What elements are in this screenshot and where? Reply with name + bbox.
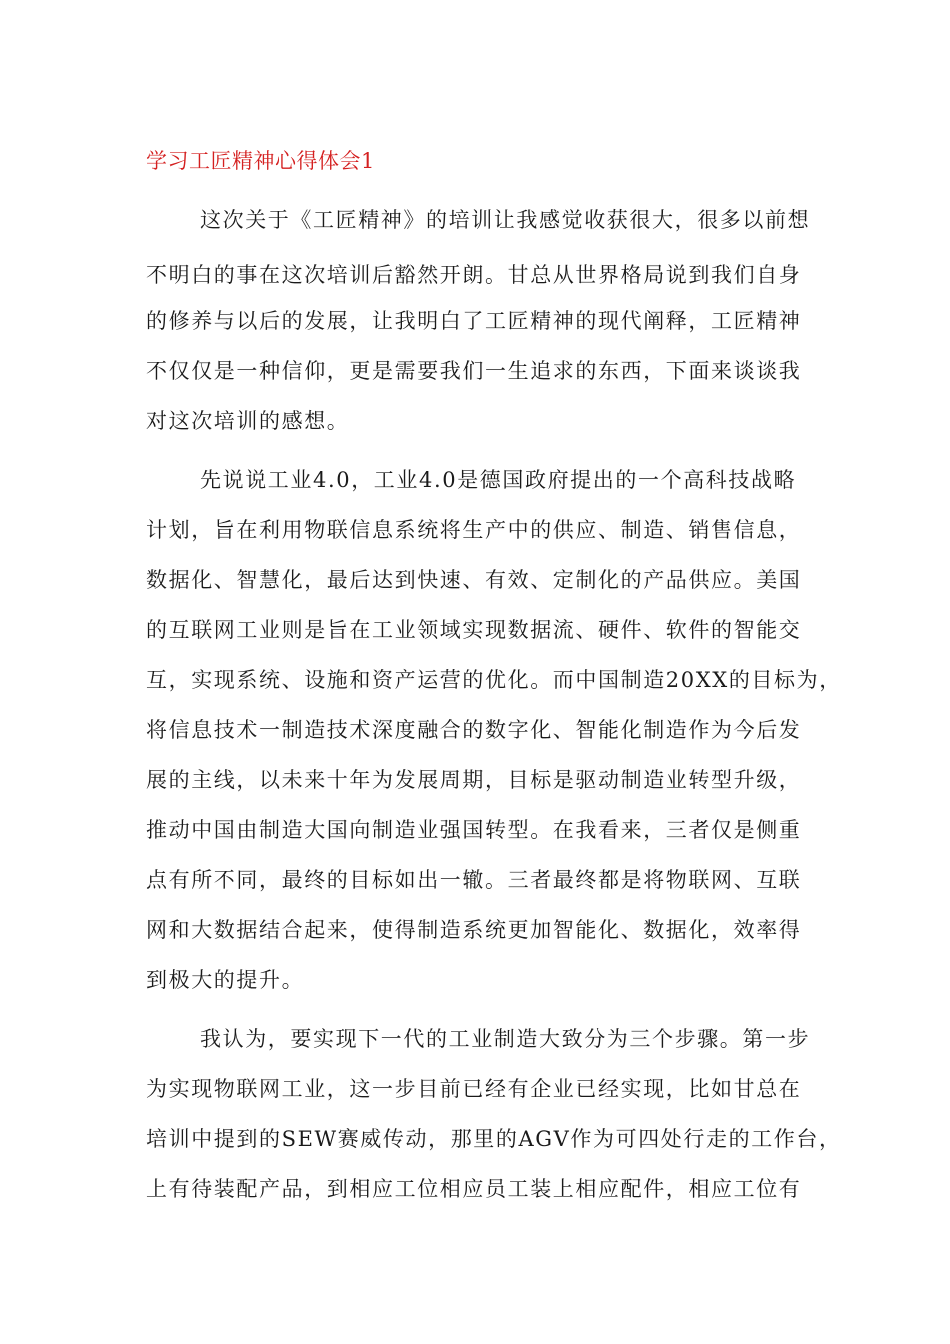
paragraph-3-line-4: 上有待装配产品，到相应工位相应员工装上相应配件，相应工位有 bbox=[146, 1177, 802, 1201]
paragraph-2-line-3: 数据化、智慧化，最后达到快速、有效、定制化的产品供应。美国 bbox=[146, 568, 802, 592]
paragraph-2-line-8: 推动中国由制造大国向制造业强国转型。在我看来，三者仅是侧重 bbox=[146, 818, 802, 842]
paragraph-2-line-5: 互，实现系统、设施和资产运营的优化。而中国制造20XX的目标为， bbox=[146, 668, 842, 692]
paragraph-1-line-3: 的修养与以后的发展，让我明白了工匠精神的现代阐释，工匠精神 bbox=[146, 309, 802, 333]
paragraph-2-line-2: 计划，旨在利用物联信息系统将生产中的供应、制造、销售信息， bbox=[146, 518, 802, 542]
paragraph-2-line-10: 网和大数据结合起来，使得制造系统更加智能化、数据化，效率得 bbox=[146, 918, 802, 942]
paragraph-2-line-9: 点有所不同，最终的目标如出一辙。三者最终都是将物联网、互联 bbox=[146, 868, 802, 892]
paragraph-2-line-6: 将信息技术一制造技术深度融合的数字化、智能化制造作为今后发 bbox=[146, 718, 802, 742]
paragraph-1-line-2: 不明白的事在这次培训后豁然开朗。甘总从世界格局说到我们自身 bbox=[146, 263, 802, 287]
paragraph-3-line-1: 我认为，要实现下一代的工业制造大致分为三个步骤。第一步 bbox=[200, 1027, 811, 1051]
paragraph-2-line-1: 先说说工业4.0，工业4.0是德国政府提出的一个高科技战略 bbox=[200, 468, 797, 492]
paragraph-3-line-2: 为实现物联网工业，这一步目前已经有企业已经实现，比如甘总在 bbox=[146, 1077, 802, 1101]
paragraph-2-line-7: 展的主线，以未来十年为发展周期，目标是驱动制造业转型升级， bbox=[146, 768, 802, 792]
paragraph-1-line-1: 这次关于《工匠精神》的培训让我感觉收获很大，很多以前想 bbox=[200, 208, 811, 232]
paragraph-1-line-5: 对这次培训的感想。 bbox=[146, 409, 350, 433]
paragraph-2-line-11: 到极大的提升。 bbox=[146, 968, 305, 992]
paragraph-3-line-3: 培训中提到的SEW赛威传动，那里的AGV作为可四处行走的工作台， bbox=[146, 1127, 842, 1151]
paragraph-2-line-4: 的互联网工业则是旨在工业领域实现数据流、硬件、软件的智能交 bbox=[146, 618, 802, 642]
paragraph-1-line-4: 不仅仅是一种信仰，更是需要我们一生追求的东西，下面来谈谈我 bbox=[146, 359, 802, 383]
document-title: 学习工匠精神心得体会1 bbox=[146, 149, 375, 173]
